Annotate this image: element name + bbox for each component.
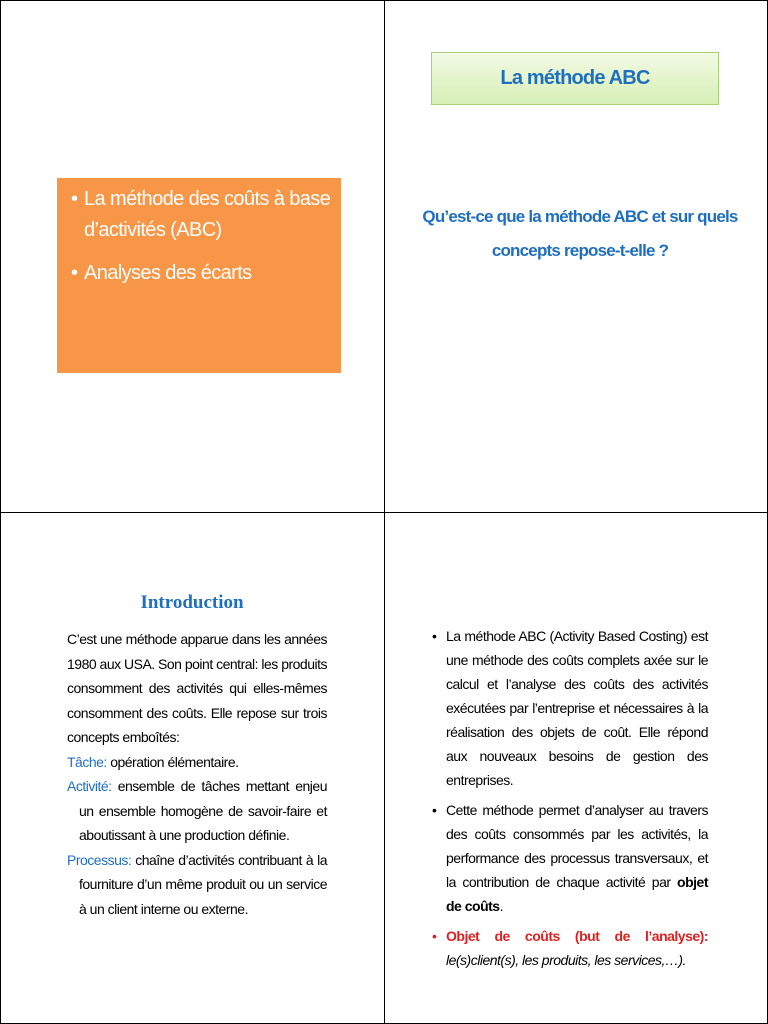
term-text: ensemble de tâches mettant enjeu un ensemble homogène de savoir-faire et aboutissant à une production définie. bbox=[79, 778, 327, 843]
slide4-bullet-objet bbox=[432, 924, 708, 972]
slide1-bullet-ecarts: • Analyses des écarts bbox=[71, 258, 337, 289]
slide3-paragraph: C’est une méthode apparue dans les années 1980 aux USA. Son point central: les produits consomment des activités qui elles-mêmes consomment des coûts. Elle repose sur trois concepts emboîtés: bbox=[67, 631, 328, 745]
term-label: Tâche: bbox=[67, 753, 107, 770]
slide1-bullet-list bbox=[61, 184, 337, 289]
bullet-red-label: Objet de coûts (but de l’analyse): bbox=[446, 928, 708, 944]
slide1-bullet-abc: • La méthode des coûts à base d’activités (ABC) bbox=[71, 184, 337, 246]
slide4-bullet-list bbox=[432, 624, 708, 978]
slide4-bullet-analysis bbox=[432, 798, 708, 918]
slide3-title: Introduction bbox=[140, 592, 244, 613]
slide2-title: La méthode ABC bbox=[500, 67, 650, 89]
bullet-end: . bbox=[499, 898, 503, 914]
bullet-italic-text: le(s)client(s), les produits, les services,…). bbox=[446, 952, 686, 968]
term-label: Activité: bbox=[67, 778, 112, 794]
horizontal-divider bbox=[0, 512, 768, 513]
slide1-orange-box bbox=[57, 178, 341, 373]
definition-tache bbox=[67, 750, 327, 775]
definition-activite bbox=[67, 774, 327, 848]
term-text: chaîne d’activités contribuant à la fourniture d’un même produit ou un service à un client interne ou externe. bbox=[79, 851, 327, 917]
bullet-text: Cette méthode permet d’analyser au travers des coûts consommés par les activités, la performance des processus transversaux, et la contribution de chaque activité par bbox=[446, 802, 708, 890]
slide3-body bbox=[67, 627, 327, 921]
bullet-bold-text: objet de coûts bbox=[446, 874, 708, 914]
slide2-question: Qu’est-ce que la méthode ABC et sur quels concepts repose-t-elle ? bbox=[422, 207, 738, 260]
slide2-title-box bbox=[431, 52, 719, 105]
term-label: Processus: bbox=[67, 851, 132, 868]
term-text: opération élémentaire. bbox=[106, 753, 239, 770]
definition-processus bbox=[67, 848, 327, 922]
slide4-bullet-definition: • La méthode ABC (Activity Based Costing) est une méthode des coûts complets axée sur le calcul et l’analyse des coûts des activités exécutées par l’entreprise et nécessaires à la réalisation des objets de coût. Elle répond aux nouveaux besoins de gestion des entreprises. bbox=[432, 624, 708, 792]
